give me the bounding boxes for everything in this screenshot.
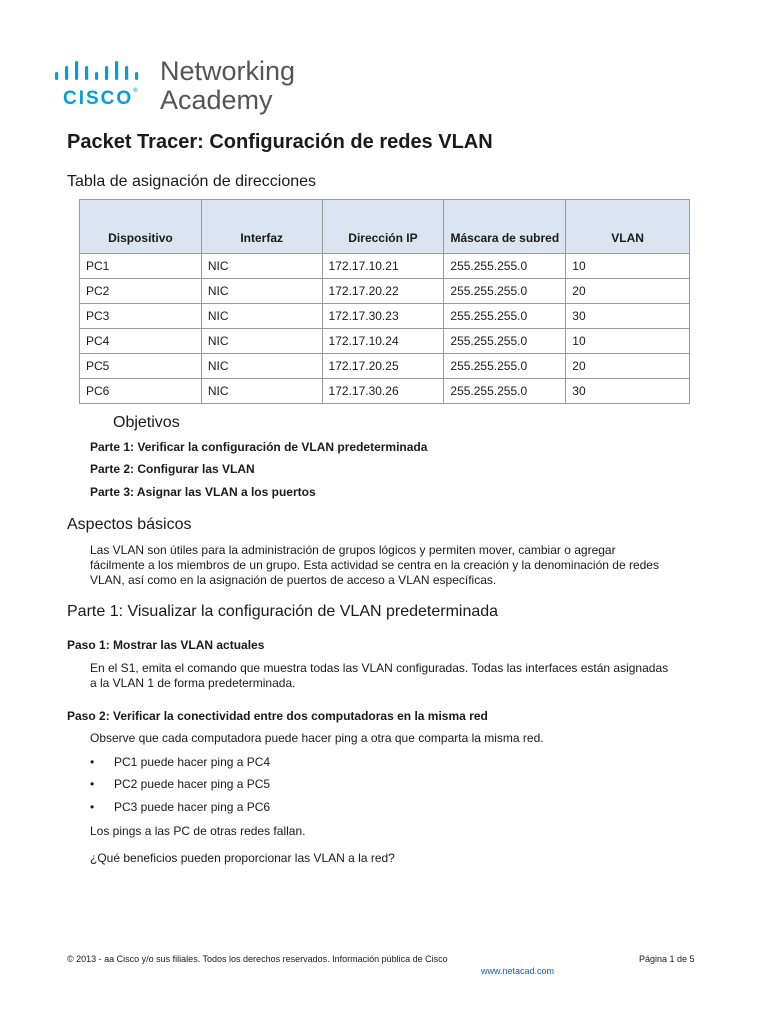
footer-page-number: Página 1 de 5 <box>639 954 695 964</box>
cell-ip-address: 172.17.20.25 <box>322 354 444 379</box>
objective-item: Parte 2: Configurar las VLAN <box>90 462 255 476</box>
objectives-heading: Objetivos <box>113 414 180 431</box>
cell-interface: NIC <box>201 379 322 404</box>
cell-vlan: 10 <box>566 329 690 354</box>
paragraph-line: Las VLAN son útiles para la administración de grupos lógicos y permiten mover, cambiar o agregar <box>90 543 616 557</box>
paragraph-line: VLAN, así como en la asignación de puertos de acceso a VLAN específicas. <box>90 573 497 587</box>
bullet-icon: • <box>90 800 95 814</box>
cell-subnet-mask: 255.255.255.0 <box>444 329 566 354</box>
table-row <box>80 254 690 279</box>
table-row <box>80 304 690 329</box>
addressing-table-heading: Tabla de asignación de direcciones <box>67 173 317 190</box>
bullet-icon: • <box>90 755 95 769</box>
cell-vlan: 30 <box>566 379 690 404</box>
cell-device: PC3 <box>80 304 202 329</box>
step1-heading: Paso 1: Mostrar las VLAN actuales <box>67 638 265 652</box>
background-paragraph <box>90 543 659 588</box>
cell-interface: NIC <box>201 329 322 354</box>
objective-item: Parte 1: Verificar la configuración de VLAN predeterminada <box>90 440 428 454</box>
cisco-wordmark: CISCO® <box>63 88 138 109</box>
cell-subnet-mask: 255.255.255.0 <box>444 379 566 404</box>
paragraph-line: a la VLAN 1 de forma predeterminada. <box>90 676 296 690</box>
table-header-row <box>80 200 690 254</box>
cell-subnet-mask: 255.255.255.0 <box>444 254 566 279</box>
table-row <box>80 329 690 354</box>
column-header-vlan: VLAN <box>566 200 690 254</box>
cell-device: PC4 <box>80 329 202 354</box>
cisco-networking-academy-logo <box>52 58 312 118</box>
cell-subnet-mask: 255.255.255.0 <box>444 279 566 304</box>
bullet-icon: • <box>90 777 95 791</box>
cell-subnet-mask: 255.255.255.0 <box>444 304 566 329</box>
cell-ip-address: 172.17.10.21 <box>322 254 444 279</box>
logo-networking-text: Networking <box>160 56 296 86</box>
document-title: Packet Tracer: Configuración de redes VLAN <box>67 131 493 153</box>
background-heading: Aspectos básicos <box>67 516 192 533</box>
cell-interface: NIC <box>201 279 322 304</box>
table-row <box>80 279 690 304</box>
column-header-subnet-mask: Máscara de subred <box>444 200 566 254</box>
cell-interface: NIC <box>201 254 322 279</box>
cell-ip-address: 172.17.20.22 <box>322 279 444 304</box>
cell-device: PC6 <box>80 379 202 404</box>
cell-device: PC1 <box>80 254 202 279</box>
cell-interface: NIC <box>201 304 322 329</box>
objective-item: Parte 3: Asignar las VLAN a los puertos <box>90 485 316 499</box>
paragraph-line: En el S1, emita el comando que muestra todas las VLAN configuradas. Todas las interfaces están asignadas <box>90 661 669 675</box>
logo-academy-text: Academy <box>160 85 273 115</box>
step2-after-text: Los pings a las PC de otras redes fallan. <box>90 824 306 838</box>
addressing-table <box>79 199 690 404</box>
cell-ip-address: 172.17.30.26 <box>322 379 444 404</box>
paragraph-line: fácilmente a los miembros de un grupo. Esta actividad se centra en la creación y la denominación de redes <box>90 558 659 572</box>
cell-subnet-mask: 255.255.255.0 <box>444 354 566 379</box>
cell-ip-address: 172.17.10.24 <box>322 329 444 354</box>
cell-vlan: 10 <box>566 254 690 279</box>
step2-intro: Observe que cada computadora puede hacer ping a otra que comparta la misma red. <box>90 731 544 745</box>
cell-vlan: 20 <box>566 354 690 379</box>
cisco-bridge-bars-icon <box>52 60 152 84</box>
cell-ip-address: 172.17.30.23 <box>322 304 444 329</box>
cell-vlan: 30 <box>566 304 690 329</box>
column-header-device: Dispositivo <box>80 200 202 254</box>
table-row <box>80 354 690 379</box>
step1-paragraph <box>90 661 668 691</box>
cell-vlan: 20 <box>566 279 690 304</box>
step2-heading: Paso 2: Verificar la conectividad entre dos computadoras en la misma red <box>67 709 488 723</box>
table-row <box>80 379 690 404</box>
part1-heading: Parte 1: Visualizar la configuración de VLAN predeterminada <box>67 603 499 620</box>
column-header-ip-address: Dirección IP <box>322 200 444 254</box>
cell-device: PC5 <box>80 354 202 379</box>
footer-netacad-link[interactable]: www.netacad.com <box>481 966 555 976</box>
cell-device: PC2 <box>80 279 202 304</box>
step2-question: ¿Qué beneficios pueden proporcionar las VLAN a la red? <box>90 851 395 865</box>
cell-interface: NIC <box>201 354 322 379</box>
column-header-interface: Interfaz <box>201 200 322 254</box>
footer-copyright: © 2013 - aa Cisco y/o sus filiales. Todos los derechos reservados. Información pública de Cisco <box>67 954 448 964</box>
